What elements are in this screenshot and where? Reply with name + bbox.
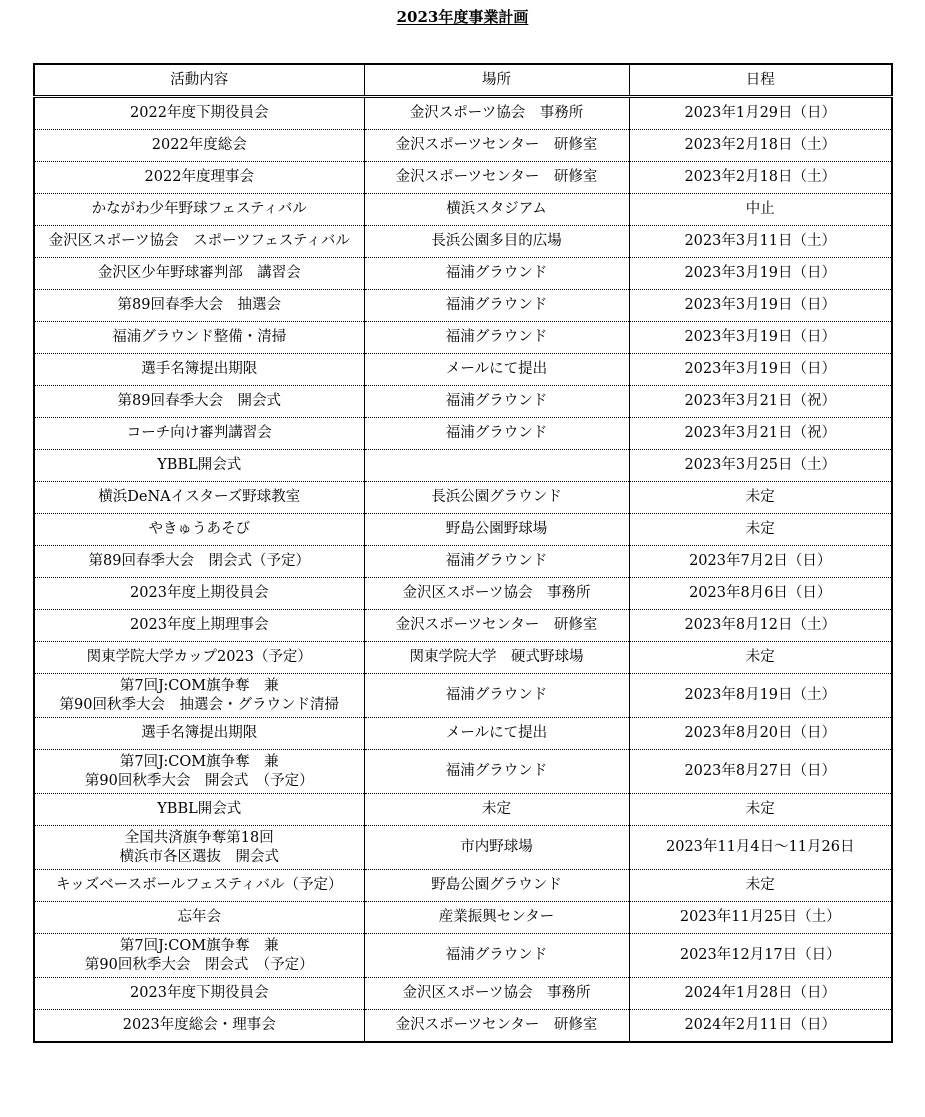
activity-text: 全国共済旗争奪第18回 [124,829,274,846]
place-cell: 福浦グラウンド [364,258,629,290]
table-header-row [34,64,892,97]
table-row [34,130,892,162]
date-cell: 2023年3月19日（日） [629,354,892,386]
table-row [34,870,892,902]
date-cell: 2023年8月6日（日） [629,578,892,610]
date-cell: 2023年7月2日（日） [629,546,892,578]
table-row [34,450,892,482]
place-cell: 未定 [364,794,629,826]
place-cell: 金沢区スポーツ協会 事務所 [364,978,629,1010]
table-row [34,258,892,290]
activity-text: 横浜市各区選抜 開会式 [119,848,279,865]
activity-cell [34,354,364,386]
table-row [34,642,892,674]
header-date: 日程 [629,64,892,97]
table-row [34,354,892,386]
activity-cell [34,578,364,610]
activity-cell [34,794,364,826]
activity-text: 第89回春季大会 開会式 [117,393,281,409]
table-row [34,610,892,642]
activity-cell [34,1010,364,1043]
table-row [34,826,892,870]
date-cell: 未定 [629,642,892,674]
place-cell: 長浜公園多目的広場 [364,226,629,258]
activity-text: 金沢区少年野球審判部 講習会 [97,265,301,281]
table-row [34,1010,892,1043]
date-cell: 未定 [629,870,892,902]
table-row [34,482,892,514]
table-row [34,386,892,418]
activity-cell [34,386,364,418]
activity-cell [34,610,364,642]
date-cell: 2023年3月25日（土） [629,450,892,482]
place-cell: 産業振興センター [364,902,629,934]
activity-text: キッズベースボールフェスティバル（予定） [55,877,343,893]
table-row [34,546,892,578]
place-cell: 関東学院大学 硬式野球場 [364,642,629,674]
activity-text: 第90回秋季大会 閉会式 （予定） [84,956,314,973]
table-row [34,226,892,258]
table-row [34,794,892,826]
table-row [34,902,892,934]
date-cell: 2023年8月19日（土） [629,674,892,718]
activity-text: YBBL開会式 [157,801,242,817]
place-cell: 金沢区スポーツ協会 事務所 [364,578,629,610]
place-cell: 野島公園グラウンド [364,870,629,902]
activity-cell [34,934,364,978]
activity-cell [34,826,364,870]
place-cell: 金沢スポーツセンター 研修室 [364,130,629,162]
table-row [34,514,892,546]
header-activity: 活動内容 [34,64,364,97]
date-cell: 2023年3月11日（土） [629,226,892,258]
date-cell: 2023年11月4日～11月26日 [629,826,892,870]
date-cell: 未定 [629,482,892,514]
date-cell: 2023年12月17日（日） [629,934,892,978]
place-cell: メールにて提出 [364,354,629,386]
place-cell: 福浦グラウンド [364,386,629,418]
activity-text: 第7回J:COM旗争奪 兼 [119,937,279,954]
activity-cell [34,97,364,130]
table-row [34,674,892,718]
place-cell: 福浦グラウンド [364,546,629,578]
activity-cell [34,418,364,450]
activity-text: 第90回秋季大会 抽選会・グラウンド清掃 [59,696,339,713]
activity-text: 金沢区スポーツ協会 スポーツフェスティバル [48,233,350,249]
table-row [34,322,892,354]
place-cell: 野島公園野球場 [364,514,629,546]
activity-cell [34,750,364,794]
date-cell: 中止 [629,194,892,226]
activity-text: 2022年度総会 [151,137,247,153]
date-cell: 2023年3月21日（祝） [629,386,892,418]
event-schedule-table [33,63,893,1043]
activity-cell [34,718,364,750]
place-cell: 金沢スポーツセンター 研修室 [364,162,629,194]
table-row [34,978,892,1010]
page-title [0,6,925,27]
page-title-text: 2023年度事業計画 [396,8,529,26]
activity-text: 関東学院大学カップ2023（予定） [86,649,312,665]
activity-cell [34,482,364,514]
date-cell: 2023年3月19日（日） [629,290,892,322]
place-cell: 金沢スポーツ協会 事務所 [364,97,629,130]
table-row [34,290,892,322]
activity-text: やきゅうあそび [148,521,250,537]
date-cell: 2023年11月25日（土） [629,902,892,934]
activity-cell [34,514,364,546]
activity-text: 第89回春季大会 抽選会 [117,297,281,313]
activity-cell [34,978,364,1010]
date-cell: 2023年3月19日（日） [629,322,892,354]
place-cell: 金沢スポーツセンター 研修室 [364,1010,629,1043]
place-cell: 福浦グラウンド [364,674,629,718]
activity-cell [34,870,364,902]
activity-text: 2023年度総会・理事会 [122,1017,276,1033]
activity-text: 第7回J:COM旗争奪 兼 [119,677,279,694]
activity-cell [34,902,364,934]
table-row [34,418,892,450]
activity-cell [34,546,364,578]
place-cell: 福浦グラウンド [364,290,629,322]
table-row [34,934,892,978]
activity-cell [34,258,364,290]
date-cell: 2024年1月28日（日） [629,978,892,1010]
activity-text: 第7回J:COM旗争奪 兼 [119,753,279,770]
activity-cell [34,226,364,258]
place-cell: 福浦グラウンド [364,418,629,450]
activity-cell [34,450,364,482]
activity-text: 選手名簿提出期限 [141,725,258,741]
activity-cell [34,674,364,718]
activity-text: 横浜DeNAイスターズ野球教室 [98,489,301,505]
table-row [34,162,892,194]
table-body [34,97,892,1043]
date-cell: 2023年3月19日（日） [629,258,892,290]
place-cell: 福浦グラウンド [364,750,629,794]
activity-cell [34,322,364,354]
activity-cell [34,194,364,226]
activity-text: 2023年度上期理事会 [130,617,269,633]
date-cell: 2024年2月11日（日） [629,1010,892,1043]
activity-text: 第90回秋季大会 開会式 （予定） [84,772,314,789]
date-cell: 未定 [629,514,892,546]
activity-text: 2022年度理事会 [144,169,254,185]
place-cell [364,450,629,482]
activity-text: かながわ少年野球フェスティバル [91,201,307,217]
activity-text: コーチ向け審判講習会 [126,425,272,441]
activity-cell [34,130,364,162]
table-row [34,97,892,130]
place-cell: 長浜公園グラウンド [364,482,629,514]
date-cell: 2023年8月20日（日） [629,718,892,750]
table-row [34,578,892,610]
date-cell: 未定 [629,794,892,826]
date-cell: 2023年1月29日（日） [629,97,892,130]
place-cell: 市内野球場 [364,826,629,870]
activity-cell [34,290,364,322]
activity-text: 2022年度下期役員会 [130,105,269,121]
activity-text: 福浦グラウンド整備・清掃 [112,329,287,345]
place-cell: 福浦グラウンド [364,322,629,354]
place-cell: 金沢スポーツセンター 研修室 [364,610,629,642]
date-cell: 2023年2月18日（土） [629,162,892,194]
activity-text: 第89回春季大会 閉会式（予定） [88,553,310,569]
activity-cell [34,162,364,194]
activity-text: 選手名簿提出期限 [141,361,258,377]
table-row [34,750,892,794]
activity-text: YBBL開会式 [157,457,242,473]
table-row [34,194,892,226]
date-cell: 2023年2月18日（土） [629,130,892,162]
table-row [34,718,892,750]
place-cell: 福浦グラウンド [364,934,629,978]
date-cell: 2023年8月12日（土） [629,610,892,642]
activity-cell [34,642,364,674]
activity-text: 2023年度上期役員会 [130,585,269,601]
place-cell: メールにて提出 [364,718,629,750]
header-place: 場所 [364,64,629,97]
date-cell: 2023年3月21日（祝） [629,418,892,450]
date-cell: 2023年8月27日（日） [629,750,892,794]
place-cell: 横浜スタジアム [364,194,629,226]
activity-text: 忘年会 [177,909,221,925]
activity-text: 2023年度下期役員会 [130,985,269,1001]
